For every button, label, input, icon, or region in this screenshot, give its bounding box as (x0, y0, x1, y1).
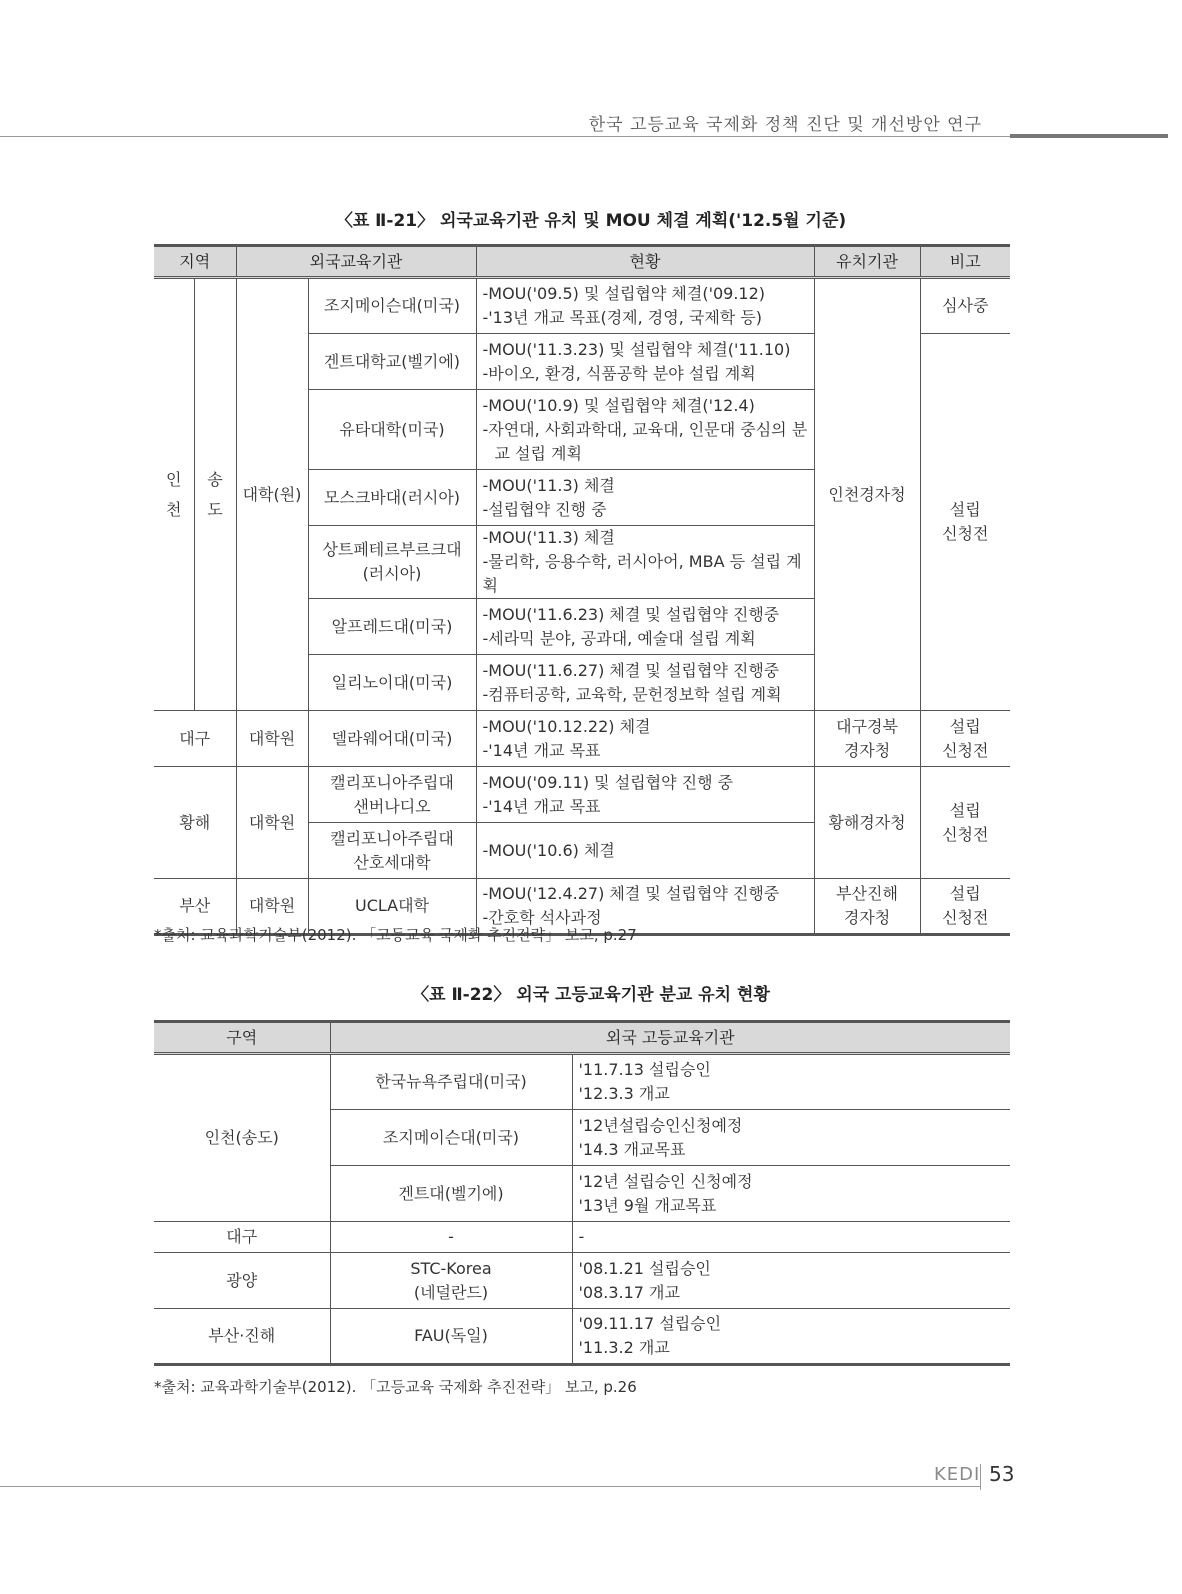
institution-cell: STC-Korea (네덜란드) (330, 1253, 572, 1309)
table-row (154, 1253, 1010, 1309)
table2 (154, 1020, 1010, 1366)
table-row (154, 1222, 1010, 1253)
table1-source: *출처: 교육과학기술부(2012). 「고등교육 국제화 추진전략」 보고, p.27 (154, 926, 637, 944)
institution-cell: 모스크바대(러시아) (308, 470, 476, 526)
table1-caption: 〈표 Ⅱ-21〉 외국교육기관 유치 및 MOU 체결 계획('12.5월 기준) (335, 211, 847, 231)
type-cell: 대학(원) (236, 278, 308, 711)
type-cell: 대학원 (236, 879, 308, 935)
institution-cell: 한국뉴욕주립대(미국) (330, 1054, 572, 1110)
header-rule (0, 136, 1010, 137)
note-cell: 심사중 (920, 278, 1010, 334)
institution-cell: - (330, 1222, 572, 1253)
header-institution: 외국교육기관 (236, 246, 476, 278)
institution-cell: 조지메이슨대(미국) (308, 278, 476, 334)
institution-cell: 알프레드대(미국) (308, 599, 476, 655)
detail-cell: '09.11.17 설립승인 '11.3.2 개교 (572, 1309, 1010, 1365)
table2-source: *출처: 교육과학기술부(2012). 「고등교육 국제화 추진전략」 보고, p.26 (154, 1378, 637, 1396)
region-cell: 부산·진해 (154, 1309, 330, 1365)
type-cell: 대학원 (236, 767, 308, 879)
footer-brand: KEDI (934, 1464, 981, 1485)
status-cell: -MOU('11.3.23) 및 설립협약 체결('11.10) -바이오, 환경, 식품공학 분야 설립 계획 (476, 334, 814, 390)
status-cell: -MOU('11.3) 체결 -물리학, 응용수학, 러시아어, MBA 등 설립 계획 (476, 526, 814, 599)
status-cell: -MOU('11.6.27) 체결 및 설립협약 진행중 -컴퓨터공학, 교육학, 문헌정보학 설립 계획 (476, 655, 814, 711)
detail-cell: - (572, 1222, 1010, 1253)
institution-cell: 겐트대학교(벨기에) (308, 334, 476, 390)
note-cell: 설립 신청전 (920, 767, 1010, 879)
institution-cell: UCLA대학 (308, 879, 476, 935)
table-row (154, 711, 1010, 767)
table-row (154, 767, 1010, 823)
institution-cell: 캘리포니아주립대 산호세대학 (308, 823, 476, 879)
header-rule-accent (1010, 134, 1168, 138)
detail-cell: '12년설립승인신청예정 '14.3 개교목표 (572, 1110, 1010, 1166)
table-row (154, 278, 1010, 334)
note-cell: 설립 신청전 (920, 334, 1010, 711)
institution-cell: FAU(독일) (330, 1309, 572, 1365)
footer-divider (980, 1464, 981, 1490)
table1 (154, 244, 1010, 936)
table2-caption: 〈표 Ⅱ-22〉 외국 고등교육기관 분교 유치 현황 (412, 985, 770, 1005)
page-number: 53 (989, 1462, 1015, 1486)
institution-cell: 델라웨어대(미국) (308, 711, 476, 767)
table-row (154, 1054, 1010, 1110)
institution-cell: 캘리포니아주립대 샌버나디오 (308, 767, 476, 823)
institution-cell: 일리노이대(미국) (308, 655, 476, 711)
region-cell: 인 천 (154, 278, 194, 711)
table-row (154, 1309, 1010, 1365)
region-cell: 광양 (154, 1253, 330, 1309)
header-agency: 유치기관 (814, 246, 920, 278)
institution-cell: 상트페테르부르크대 (러시아) (308, 526, 476, 599)
institution-cell: 유타대학(미국) (308, 390, 476, 470)
agency-cell: 부산진해 경자청 (814, 879, 920, 935)
institution-cell: 겐트대(벨기에) (330, 1166, 572, 1222)
region-cell: 부산 (154, 879, 236, 935)
header-region: 지역 (154, 246, 236, 278)
header-status: 현황 (476, 246, 814, 278)
region-cell: 대구 (154, 1222, 330, 1253)
status-cell: -MOU('10.9) 및 설립협약 체결('12.4) -자연대, 사회과학대, 교육대, 인문대 중심의 분 교 설립 계획 (476, 390, 814, 470)
table2-header-row (154, 1022, 1010, 1054)
status-cell: -MOU('09.5) 및 설립협약 체결('09.12) -'13년 개교 목표(경제, 경영, 국제학 등) (476, 278, 814, 334)
detail-cell: '12년 설립승인 신청예정 '13년 9월 개교목표 (572, 1166, 1010, 1222)
footer-rule (0, 1486, 980, 1487)
header-note: 비고 (920, 246, 1010, 278)
agency-cell: 인천경자청 (814, 278, 920, 711)
note-cell: 설립 신청전 (920, 879, 1010, 935)
note-cell: 설립 신청전 (920, 711, 1010, 767)
header-foreign-institution: 외국 고등교육기관 (330, 1022, 1010, 1054)
status-cell: -MOU('11.3) 체결 -설립협약 진행 중 (476, 470, 814, 526)
region-cell: 인천(송도) (154, 1054, 330, 1222)
type-cell: 대학원 (236, 711, 308, 767)
detail-cell: '08.1.21 설립승인 '08.3.17 개교 (572, 1253, 1010, 1309)
status-cell: -MOU('11.6.23) 체결 및 설립협약 진행중 -세라믹 분야, 공과대, 예술대 설립 계획 (476, 599, 814, 655)
detail-cell: '11.7.13 설립승인 '12.3.3 개교 (572, 1054, 1010, 1110)
agency-cell: 황해경자청 (814, 767, 920, 879)
subregion-cell: 송 도 (194, 278, 236, 711)
running-head: 한국 고등교육 국제화 정책 진단 및 개선방안 연구 (588, 115, 982, 135)
institution-cell: 조지메이슨대(미국) (330, 1110, 572, 1166)
table1-header-row (154, 246, 1010, 278)
agency-cell: 대구경북 경자청 (814, 711, 920, 767)
region-cell: 대구 (154, 711, 236, 767)
status-cell: -MOU('12.4.27) 체결 및 설립협약 진행중 -간호학 석사과정 (476, 879, 814, 935)
region-cell: 황해 (154, 767, 236, 879)
status-cell: -MOU('10.12.22) 체결 -'14년 개교 목표 (476, 711, 814, 767)
header-area: 구역 (154, 1022, 330, 1054)
status-cell: -MOU('10.6) 체결 (476, 823, 814, 879)
status-cell: -MOU('09.11) 및 설립협약 진행 중 -'14년 개교 목표 (476, 767, 814, 823)
